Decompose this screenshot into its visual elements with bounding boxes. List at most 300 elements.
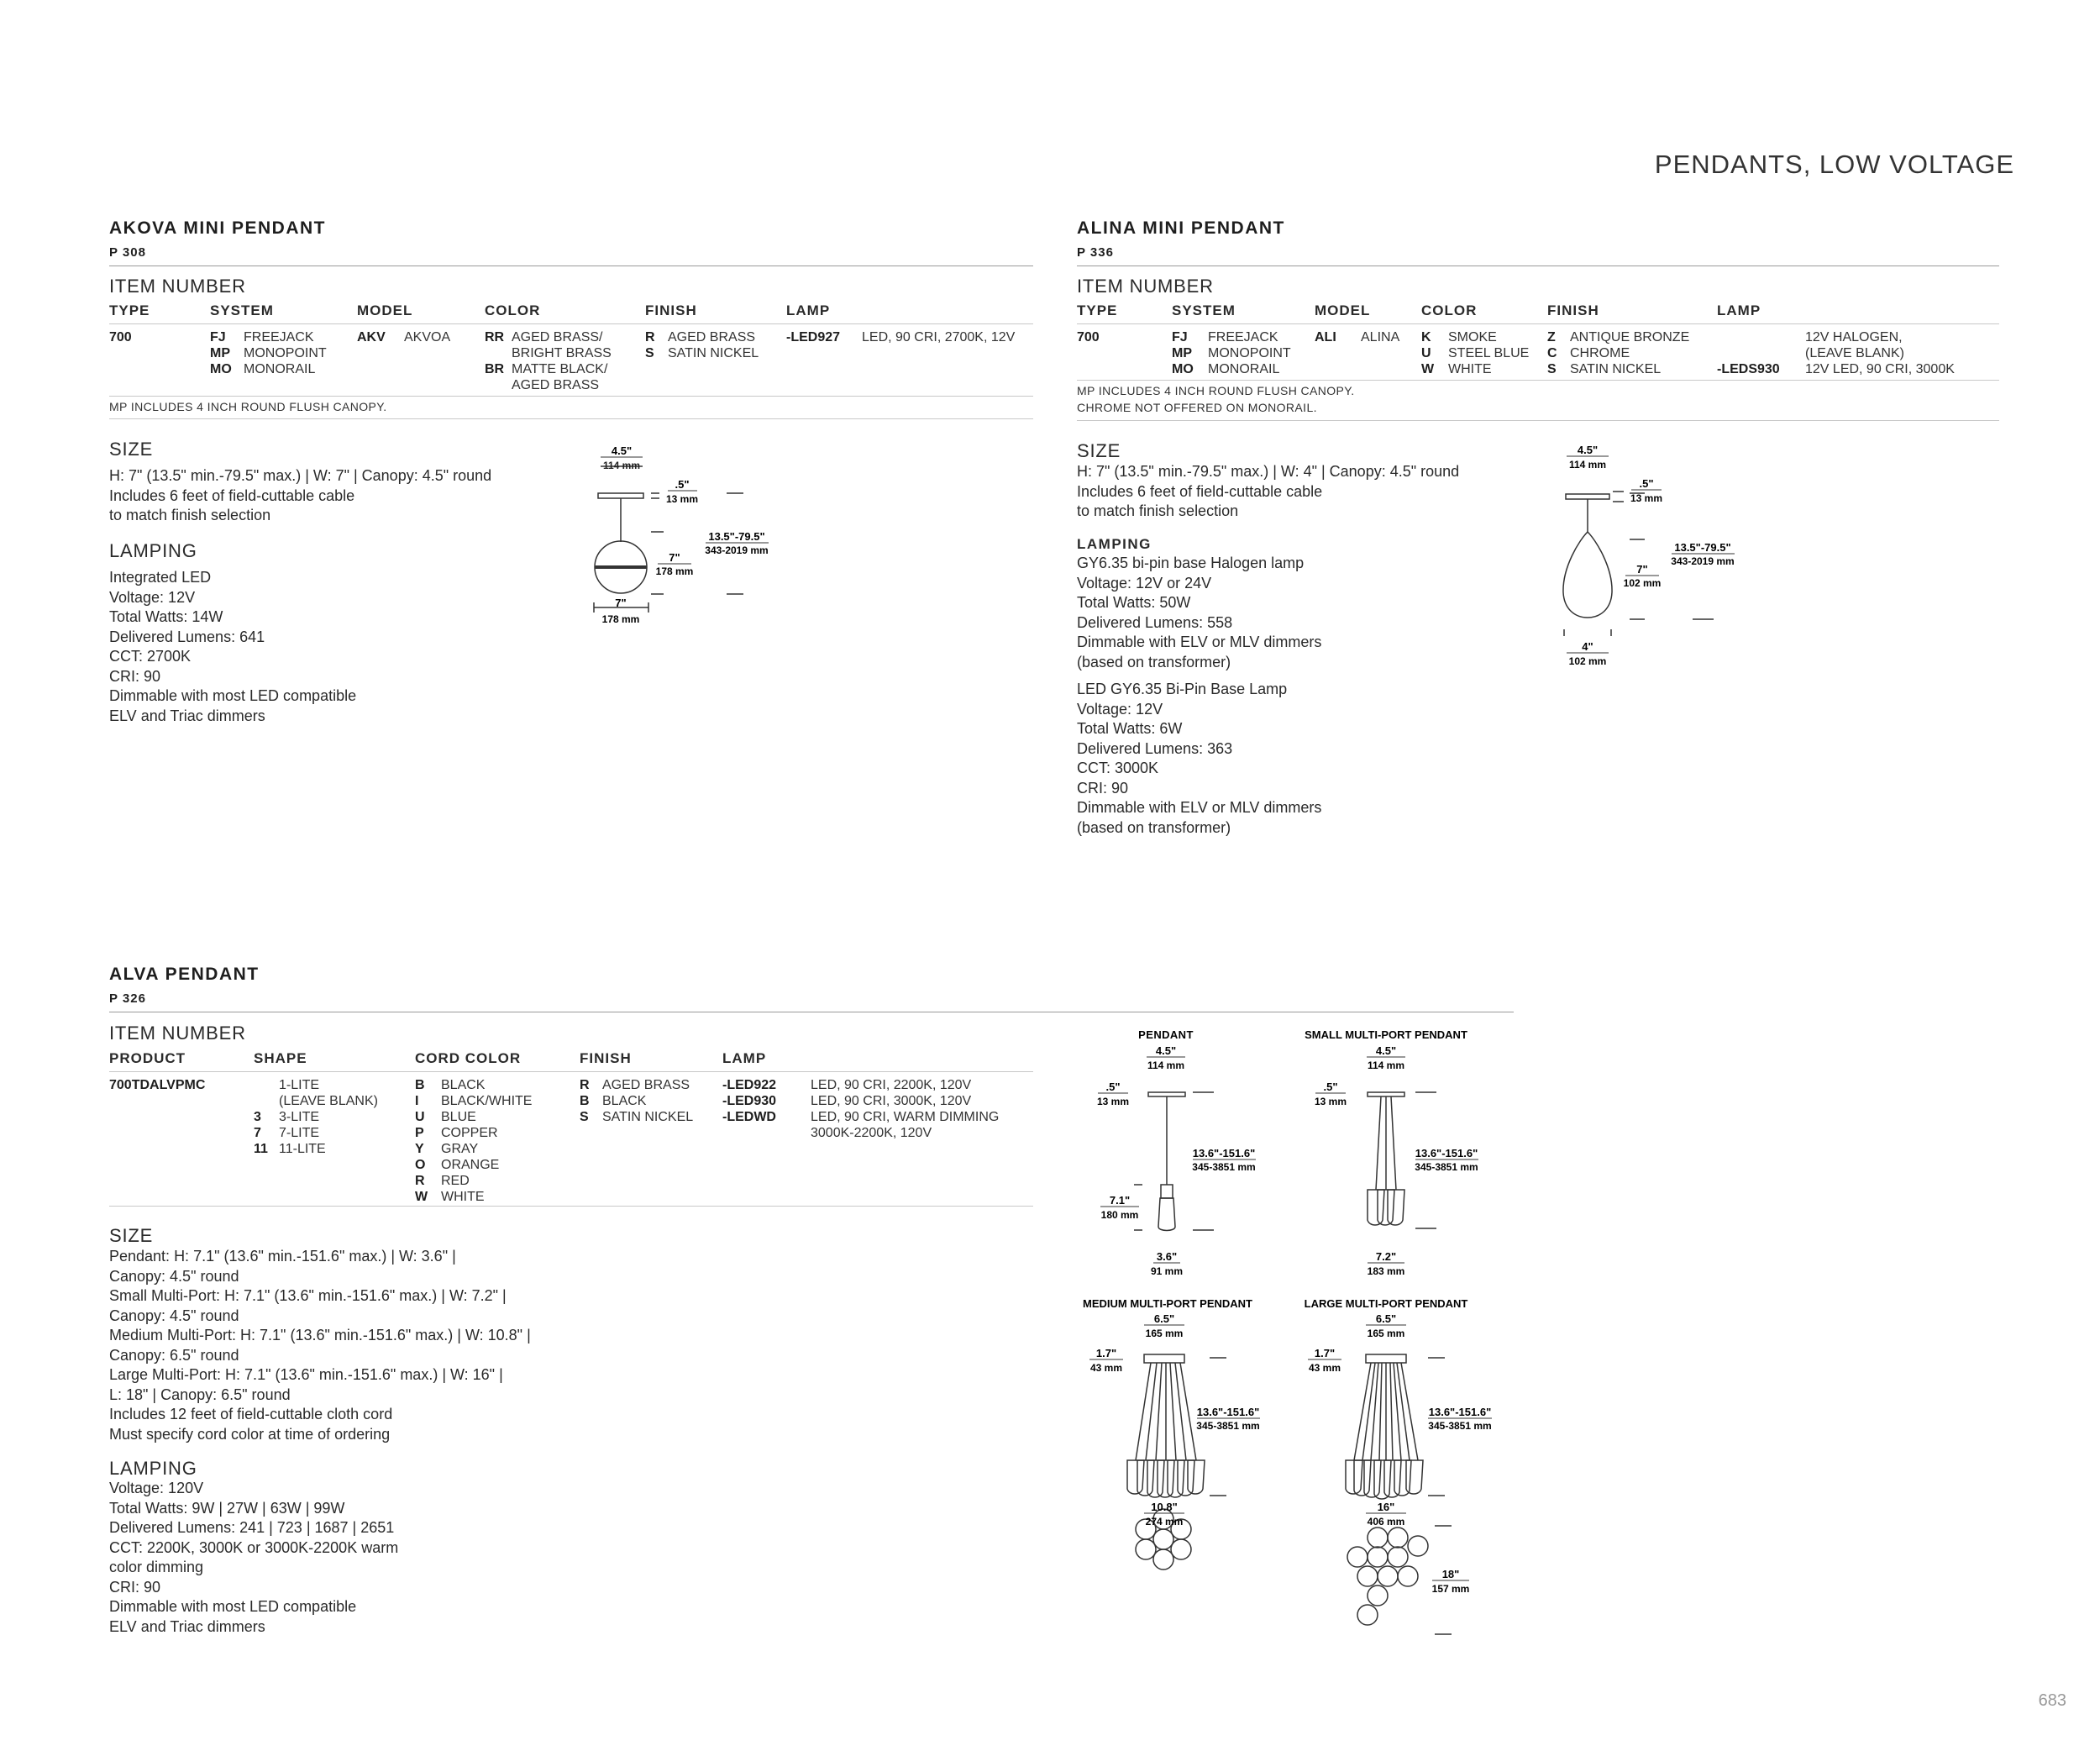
dim-drop-mm: 343-2019 mm	[705, 544, 769, 556]
lamp-options	[1717, 329, 1955, 377]
bulb-shape	[1378, 1190, 1394, 1225]
lamping-line: Delivered Lumens: 558	[1077, 613, 1233, 631]
lamping-line: Total Watts: 14W	[109, 608, 223, 625]
dim-width-mm: 183 mm	[1367, 1265, 1405, 1277]
dim-height-mm: 180 mm	[1100, 1209, 1139, 1221]
alina-item-table	[1077, 302, 1999, 380]
item-number-heading: ITEM NUMBER	[1077, 276, 1214, 297]
shape-options	[254, 1077, 378, 1157]
cord-color-options	[415, 1077, 532, 1205]
col-product: PRODUCT	[109, 1050, 186, 1066]
divider	[109, 1206, 1033, 1207]
lamping-line: CRI: 90	[109, 1578, 161, 1596]
option-label: MONORAIL	[1208, 362, 1280, 376]
option-code: I	[415, 1094, 419, 1108]
option-label: LED, 90 CRI, 3000K, 120V	[811, 1094, 972, 1108]
option-code: MO	[1172, 362, 1194, 376]
option-label: WHITE	[441, 1190, 485, 1204]
option-code: -LED927	[786, 330, 841, 344]
dim-drop-in: 13.6"-151.6"	[1428, 1406, 1492, 1418]
bulb-plan-circle	[1357, 1566, 1378, 1586]
socket-shape	[1161, 1185, 1173, 1198]
alva-small-multiport-diagram	[1294, 1025, 1512, 1286]
option-code: Z	[1547, 330, 1556, 344]
option-label: WHITE	[1448, 362, 1492, 376]
alva-size-text	[109, 1247, 531, 1444]
option-label: 12V HALOGEN,	[1805, 330, 1903, 344]
bulb-plan-circle	[1378, 1566, 1398, 1586]
bulb-shape	[1368, 1190, 1384, 1225]
option-code: R	[645, 330, 655, 344]
alva-large-multiport-diagram	[1294, 1294, 1520, 1647]
dim-canopy-in: 6.5"	[1153, 1312, 1175, 1325]
dim-width-in: 4"	[1582, 640, 1593, 653]
option-label: BLACK/WHITE	[441, 1094, 533, 1108]
dim-width-in: 7"	[615, 597, 627, 609]
dim-drop-mm: 343-2019 mm	[1671, 555, 1735, 567]
bulb-plan-circle	[1398, 1566, 1418, 1586]
note-line: CHROME NOT OFFERED ON MONORAIL.	[1077, 401, 1317, 414]
dim-width-mm: 274 mm	[1145, 1516, 1184, 1528]
option-code: R	[580, 1078, 590, 1092]
dim-thick-mm: 13 mm	[1096, 1096, 1130, 1107]
dim-canopy-in: 4.5"	[1375, 1044, 1397, 1057]
dim-drop-in: 13.6"-151.6"	[1196, 1406, 1260, 1418]
table-header-rule	[1077, 323, 1999, 324]
alina-product	[1077, 218, 1999, 260]
dim-thick-mm: 43 mm	[1089, 1362, 1123, 1374]
bulb-shape	[1374, 1460, 1391, 1499]
option-code: S	[645, 346, 654, 360]
option-code: Y	[415, 1142, 424, 1156]
bulb-plan-circle	[1153, 1529, 1173, 1549]
size-line: Includes 6 feet of field-cuttable cable	[109, 486, 355, 504]
size-line: Includes 6 feet of field-cuttable cable	[1077, 482, 1323, 500]
dim-thick-mm: 43 mm	[1308, 1362, 1341, 1374]
size-line: L: 18" | Canopy: 6.5" round	[109, 1386, 291, 1403]
dim-width-in: 16"	[1377, 1501, 1395, 1513]
option-label: SMOKE	[1448, 330, 1497, 344]
option-label: RED	[441, 1174, 470, 1188]
option-code: 7	[254, 1126, 261, 1140]
item-number-heading: ITEM NUMBER	[109, 1023, 246, 1044]
option-label: LED, 90 CRI, 2200K, 120V	[811, 1078, 972, 1092]
note-line: MP INCLUDES 4 INCH ROUND FLUSH CANOPY.	[1077, 384, 1355, 397]
lamping-line: CCT: 2700K	[109, 648, 192, 665]
option-code: 3	[254, 1110, 261, 1124]
bulb-shape	[1137, 1460, 1154, 1496]
dim-thick-mm: 13 mm	[1630, 492, 1663, 504]
col-lamp: LAMP	[722, 1050, 767, 1066]
option-label: AGED BRASS	[512, 378, 600, 392]
akova-item-table	[109, 302, 1033, 395]
dim-canopy-in: 4.5"	[1577, 444, 1599, 456]
dim-drop-in: 13.6"-151.6"	[1415, 1147, 1478, 1159]
type-value: 700	[109, 330, 132, 344]
option-code: P	[415, 1126, 424, 1140]
finish-options	[1547, 329, 1689, 377]
bulb-shape	[1406, 1460, 1423, 1494]
lamping-line: GY6.35 bi-pin base Halogen lamp	[1077, 555, 1305, 571]
lamping-line: ELV and Triac dimmers	[109, 707, 265, 724]
dim-canopy-mm: 165 mm	[1145, 1328, 1184, 1339]
dim-drop-in: 13.5"-79.5"	[1674, 541, 1731, 554]
option-label: STEEL BLUE	[1448, 346, 1530, 360]
bulb-shape	[1364, 1460, 1381, 1497]
finish-options	[645, 329, 759, 361]
option-label: LED, 90 CRI, 2700K, 12V	[862, 330, 1016, 344]
option-label: (LEAVE BLANK)	[279, 1094, 378, 1108]
bulb-plan-circle	[1368, 1585, 1388, 1606]
lamping-line: color dimming	[109, 1559, 204, 1575]
akova-product	[109, 218, 1033, 260]
lamping-line: CCT: 2200K, 3000K or 3000K-2200K warm	[109, 1538, 399, 1556]
color-options	[485, 329, 612, 393]
divider	[109, 396, 1033, 397]
page-number: 683	[2038, 1691, 2066, 1710]
option-label: AKVOA	[404, 330, 451, 344]
bulb-plan-circle	[1368, 1547, 1388, 1567]
option-code: K	[1421, 330, 1431, 344]
dim-width-mm: 91 mm	[1150, 1265, 1184, 1277]
size-line: Large Multi-Port: H: 7.1" (13.6" min.-151.6" max.) | W: 16" |	[109, 1366, 503, 1383]
size-line: Pendant: H: 7.1" (13.6" min.-151.6" max.) | W: 3.6" |	[109, 1248, 456, 1265]
diagram-title: MEDIUM MULTI-PORT PENDANT	[1083, 1297, 1252, 1310]
lamping-line: Total Watts: 50W	[1077, 594, 1191, 611]
dim-thick-mm: 13 mm	[1314, 1096, 1347, 1107]
option-label: CHROME	[1570, 346, 1630, 360]
bulb-shape	[1158, 1460, 1174, 1497]
dim-height-in: 7"	[669, 551, 680, 564]
bulb-shape	[1388, 1190, 1404, 1225]
option-code: U	[1421, 346, 1431, 360]
alina-dimension-diagram	[1546, 441, 1747, 672]
option-code: 11	[254, 1142, 268, 1156]
col-color: COLOR	[485, 302, 541, 318]
bulb-plan-circle	[1153, 1549, 1173, 1570]
table-header-rule	[109, 1071, 1033, 1072]
bulb-shape	[1158, 1198, 1175, 1231]
col-finish: FINISH	[580, 1050, 632, 1066]
option-label: AGED BRASS	[668, 330, 756, 344]
dim-canopy-in: 4.5"	[611, 444, 633, 457]
akova-size-text	[109, 466, 491, 526]
dim-height-mm: 178 mm	[655, 565, 694, 577]
alva-medium-multiport-diagram	[1075, 1294, 1294, 1605]
lamping-line: Delivered Lumens: 641	[109, 628, 265, 645]
size-line: to match finish selection	[1077, 502, 1239, 519]
option-code: FJ	[1172, 330, 1188, 344]
dim-thick-in: 1.7"	[1314, 1347, 1336, 1359]
divider	[109, 418, 1033, 419]
option-code: FJ	[210, 330, 226, 344]
product-title: ALVA PENDANT	[109, 965, 260, 984]
alina-lamping-text-1	[1077, 554, 1321, 672]
option-code: -LED930	[722, 1094, 777, 1108]
lamping-heading: LAMPING	[109, 540, 197, 561]
lamping-line: Voltage: 12V or 24V	[1077, 574, 1212, 592]
teardrop-shade-shape	[1563, 532, 1612, 618]
option-label: ALINA	[1361, 330, 1400, 344]
option-label: (LEAVE BLANK)	[1805, 346, 1904, 360]
lamping-line: CCT: 3000K	[1077, 760, 1159, 776]
dim-drop-in: 13.5"-79.5"	[708, 530, 765, 543]
option-code: B	[580, 1094, 590, 1108]
dim-thick-in: .5"	[1639, 477, 1654, 490]
lamping-line: CRI: 90	[1077, 779, 1129, 797]
option-code: O	[415, 1158, 426, 1172]
size-line: Canopy: 4.5" round	[109, 1267, 239, 1285]
dim-canopy-mm: 165 mm	[1367, 1328, 1405, 1339]
lamping-line: LED GY6.35 Bi-Pin Base Lamp	[1077, 681, 1288, 697]
option-label: 7-LITE	[279, 1126, 320, 1140]
color-options	[1421, 329, 1529, 377]
dim-height-in: 7"	[1636, 563, 1648, 576]
option-label: 1-LITE	[279, 1078, 320, 1092]
option-code: -LEDS930	[1717, 362, 1780, 376]
akova-note: MP INCLUDES 4 INCH ROUND FLUSH CANOPY.	[109, 400, 387, 413]
product-title: AKOVA MINI PENDANT	[109, 218, 326, 238]
lamping-line: Total Watts: 9W | 27W | 63W | 99W	[109, 1499, 345, 1517]
lamping-line: Dimmable with ELV or MLV dimmers	[1077, 634, 1322, 650]
option-label: MONORAIL	[244, 362, 316, 376]
lamping-line: CRI: 90	[109, 667, 161, 685]
dim-canopy-in: 6.5"	[1375, 1312, 1397, 1325]
bulb-plan-circle	[1347, 1547, 1368, 1567]
lamping-line: Dimmable with ELV or MLV dimmers	[1077, 799, 1322, 816]
divider	[1077, 380, 1999, 381]
lamp-options	[722, 1077, 999, 1141]
product-code: P 308	[109, 245, 146, 260]
dim-width-mm: 102 mm	[1568, 655, 1607, 667]
type-value: 700	[1077, 330, 1100, 344]
col-system: SYSTEM	[210, 302, 274, 318]
bulb-shape	[1188, 1460, 1205, 1494]
option-code: -LED922	[722, 1078, 777, 1092]
model-option	[357, 329, 450, 345]
product-value: 700TDALVPMC	[109, 1078, 206, 1092]
dim-width-in: 10.8"	[1151, 1501, 1178, 1513]
option-code: MO	[210, 362, 232, 376]
option-code: -LEDWD	[722, 1110, 776, 1124]
option-label: BLACK	[602, 1094, 647, 1108]
option-code: ALI	[1315, 330, 1336, 344]
option-label: MATTE BLACK/	[512, 362, 608, 376]
alva-item-table	[109, 1050, 1033, 1206]
alva-pendant-diagram	[1088, 1025, 1289, 1286]
canopy-shape	[1144, 1354, 1184, 1363]
lamping-line: Integrated LED	[109, 569, 212, 586]
bulb-plan-circle	[1388, 1528, 1408, 1548]
option-label: FREEJACK	[244, 330, 314, 344]
system-options	[1172, 329, 1291, 377]
dim-canopy-mm: 114 mm	[1568, 459, 1607, 471]
option-label: AGED BRASS	[602, 1078, 690, 1092]
option-code: MP	[1172, 346, 1192, 360]
option-code: W	[1421, 362, 1435, 376]
option-code: U	[415, 1110, 425, 1124]
bulb-plan-circle	[1171, 1539, 1191, 1559]
dim-thick-in: .5"	[1323, 1081, 1338, 1093]
dim-width-mm: 178 mm	[601, 613, 640, 625]
col-finish: FINISH	[645, 302, 697, 318]
lamping-heading: LAMPING	[1077, 536, 1152, 552]
bulb-plan-circle	[1408, 1536, 1428, 1556]
dim-width-in: 7.2"	[1375, 1250, 1397, 1263]
option-label: SATIN NICKEL	[668, 346, 759, 360]
option-label: MONOPOINT	[244, 346, 327, 360]
option-label: BLUE	[441, 1110, 476, 1124]
option-label: 3-LITE	[279, 1110, 320, 1124]
size-line: Small Multi-Port: H: 7.1" (13.6" min.-151.6" max.) | W: 7.2" |	[109, 1287, 507, 1304]
dim-thick-mm: 13 mm	[665, 493, 699, 505]
option-label: COPPER	[441, 1126, 498, 1140]
col-lamp: LAMP	[1717, 302, 1761, 318]
product-code: P 336	[1077, 245, 1114, 260]
size-line: Must specify cord color at time of ordering	[109, 1425, 391, 1443]
dim-thick-in: 1.7"	[1095, 1347, 1117, 1359]
alina-size-text	[1077, 462, 1459, 522]
product-code: P 326	[109, 991, 146, 1006]
akova-lamping-text	[109, 568, 356, 726]
dim-thick-in: .5"	[1105, 1081, 1121, 1093]
col-finish: FINISH	[1547, 302, 1599, 318]
size-line: Canopy: 4.5" round	[109, 1307, 239, 1324]
lamping-heading: LAMPING	[109, 1458, 197, 1479]
bulb-shape	[1178, 1460, 1194, 1496]
bulb-shape	[1384, 1460, 1401, 1497]
option-label: LED, 90 CRI, WARM DIMMING	[811, 1110, 1000, 1124]
page-header: PENDANTS, LOW VOLTAGE	[1654, 150, 2014, 179]
item-number-heading: ITEM NUMBER	[109, 276, 246, 297]
option-label: MONOPOINT	[1208, 346, 1291, 360]
dim-height-in: 7.1"	[1109, 1194, 1131, 1207]
size-heading: SIZE	[109, 1225, 154, 1246]
dim-drop-mm: 345-3851 mm	[1415, 1161, 1478, 1173]
bulb-shape	[1147, 1460, 1164, 1497]
bulb-plan-circle	[1136, 1539, 1156, 1559]
bulb-plan-circle	[1368, 1528, 1388, 1548]
size-line: Includes 12 feet of field-cuttable cloth cord	[109, 1406, 393, 1422]
lamping-line: (based on transformer)	[1077, 818, 1231, 836]
bulb-plan-circle	[1357, 1605, 1378, 1625]
option-code: AKV	[357, 330, 386, 344]
alva-lamping-text	[109, 1479, 398, 1637]
lamping-line: Delivered Lumens: 241 | 723 | 1687 | 2651	[109, 1519, 395, 1536]
dim-height-mm: 102 mm	[1623, 577, 1662, 589]
lamping-line: Voltage: 12V	[109, 588, 196, 606]
bulb-shape	[1168, 1460, 1184, 1497]
model-option	[1315, 329, 1399, 345]
lamping-line: Dimmable with most LED compatible	[109, 687, 357, 704]
size-heading: SIZE	[109, 439, 154, 460]
col-color: COLOR	[1421, 302, 1478, 318]
canopy-shape	[598, 493, 643, 498]
bulb-shape	[1127, 1460, 1144, 1494]
col-system: SYSTEM	[1172, 302, 1236, 318]
dim-canopy-in: 4.5"	[1155, 1044, 1177, 1057]
dim-drop-in: 13.6"-151.6"	[1192, 1147, 1256, 1159]
option-code: BR	[485, 362, 505, 376]
option-label: SATIN NICKEL	[602, 1110, 694, 1124]
col-type: TYPE	[1077, 302, 1118, 318]
alina-notes	[1077, 382, 1355, 416]
size-line: Medium Multi-Port: H: 7.1" (13.6" min.-151.6" max.) | W: 10.8" |	[109, 1327, 531, 1343]
lamping-line: (based on transformer)	[1077, 653, 1231, 670]
table-header-rule	[109, 323, 1033, 324]
diagram-title: LARGE MULTI-PORT PENDANT	[1304, 1297, 1468, 1310]
option-label: 11-LITE	[279, 1142, 326, 1156]
lamping-line: ELV and Triac dimmers	[109, 1617, 265, 1635]
col-type: TYPE	[109, 302, 150, 318]
option-label: 12V LED, 90 CRI, 3000K	[1805, 362, 1955, 376]
dim-drop-mm: 345-3851 mm	[1192, 1161, 1256, 1173]
dim-length-in: 18"	[1441, 1568, 1460, 1580]
system-options	[210, 329, 327, 377]
option-label: ORANGE	[441, 1158, 500, 1172]
option-label: SATIN NICKEL	[1570, 362, 1662, 376]
alina-lamping-text-2	[1077, 680, 1321, 838]
product-title: ALINA MINI PENDANT	[1077, 218, 1285, 238]
canopy-shape	[1566, 494, 1609, 499]
size-line: H: 7" (13.5" min.-79.5" max.) | W: 7" | Canopy: 4.5" round	[109, 467, 492, 484]
lamping-line: Voltage: 12V	[1077, 700, 1163, 718]
col-model: MODEL	[357, 302, 413, 318]
canopy-shape	[1368, 1092, 1404, 1096]
bulb-shape	[1394, 1460, 1411, 1496]
size-line: to match finish selection	[109, 507, 271, 523]
dim-width-in: 3.6"	[1156, 1250, 1178, 1263]
alva-product	[109, 965, 1514, 1006]
col-model: MODEL	[1315, 302, 1371, 318]
option-code: B	[415, 1078, 425, 1092]
option-code: S	[580, 1110, 589, 1124]
option-label: GRAY	[441, 1142, 479, 1156]
size-line: Canopy: 6.5" round	[109, 1346, 239, 1364]
col-cord-color: CORD COLOR	[415, 1050, 522, 1066]
diagram-title: SMALL MULTI-PORT PENDANT	[1305, 1028, 1467, 1041]
option-code: C	[1547, 346, 1557, 360]
dim-canopy-mm: 114 mm	[602, 460, 641, 471]
size-line: H: 7" (13.5" min.-79.5" max.) | W: 4" | Canopy: 4.5" round	[1077, 463, 1460, 480]
dim-drop-mm: 345-3851 mm	[1196, 1420, 1260, 1432]
lamping-line: Delivered Lumens: 363	[1077, 739, 1233, 757]
divider	[1077, 420, 1999, 421]
dim-canopy-mm: 114 mm	[1147, 1060, 1185, 1071]
size-heading: SIZE	[1077, 440, 1121, 461]
option-code: MP	[210, 346, 230, 360]
canopy-shape	[1148, 1092, 1185, 1096]
option-code: S	[1547, 362, 1557, 376]
option-label: AGED BRASS/	[512, 330, 603, 344]
lamping-line: Total Watts: 6W	[1077, 720, 1183, 737]
lamping-line: Dimmable with most LED compatible	[109, 1598, 357, 1615]
dim-canopy-mm: 114 mm	[1367, 1060, 1405, 1071]
col-shape: SHAPE	[254, 1050, 307, 1066]
option-label: BLACK	[441, 1078, 486, 1092]
option-code: RR	[485, 330, 505, 344]
lamp-option	[786, 329, 1015, 345]
option-label: FREEJACK	[1208, 330, 1278, 344]
diagram-title: PENDANT	[1138, 1028, 1194, 1041]
dim-width-mm: 406 mm	[1367, 1516, 1405, 1528]
canopy-shape	[1366, 1354, 1406, 1363]
bulb-plan-circle	[1388, 1547, 1408, 1567]
lamping-line: Voltage: 120V	[109, 1480, 204, 1496]
option-label: 3000K-2200K, 120V	[811, 1126, 932, 1140]
col-lamp: LAMP	[786, 302, 831, 318]
option-label: ANTIQUE BRONZE	[1570, 330, 1690, 344]
